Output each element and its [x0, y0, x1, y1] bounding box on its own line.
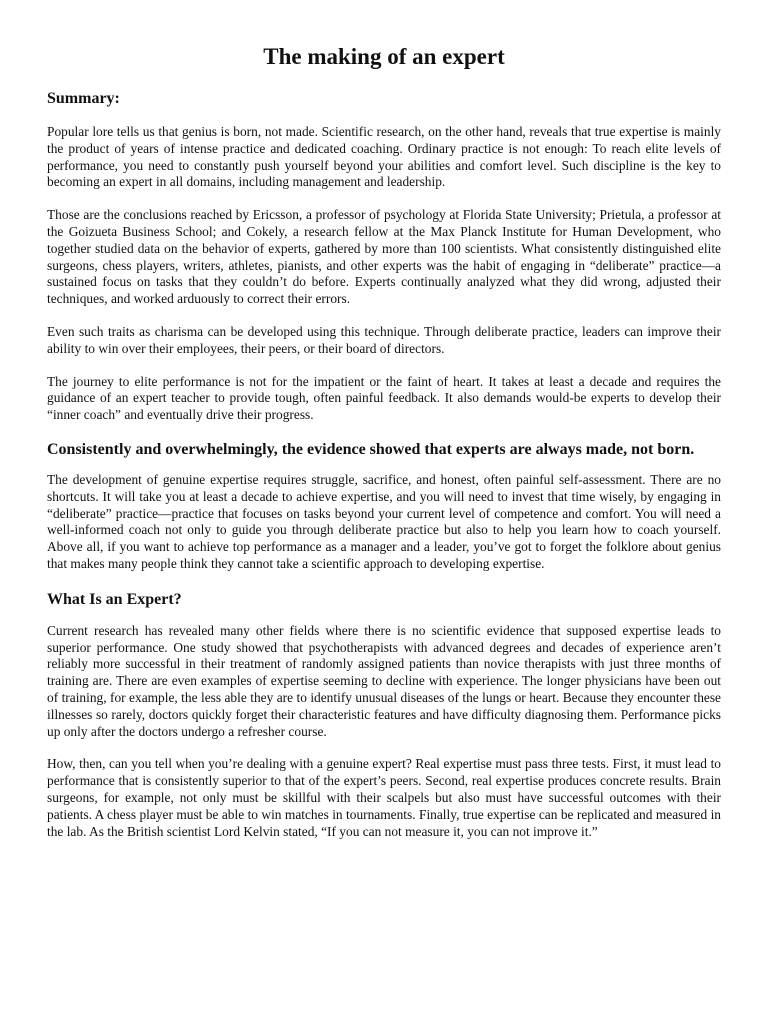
summary-paragraph-4: The journey to elite performance is not for the impatient or the faint of heart. It takes at least a decade and requires the guidance of an expert teacher to provide tough, often painful feedback. It also demands would-be experts to develop their “inner coach” and eventually drive their progress. [47, 373, 721, 423]
summary-paragraph-1: Popular lore tells us that genius is born, not made. Scientific research, on the other hand, reveals that true expertise is mainly the product of years of intense practice and dedicated coaching. Ordinary practice is not enough: To reach elite levels of performance, you need to constantly push yourself beyond your abilities and comfort level. Such discipline is the key to becoming an expert in all domains, including management and leadership. [47, 124, 721, 190]
summary-heading: Summary: [47, 90, 120, 107]
summary-paragraph-2: Those are the conclusions reached by Ericsson, a professor of psychology at Florida State University; Prietula, a professor at the Goizueta Business School; and Cokely, a research fellow at the Max Planck Institute for Human Development, who together studied data on the behavior of experts, gathered by more than 100 scientists. What consistently distinguished elite surgeons, chess players, writers, athletes, pianists, and other experts was the habit of engaging in “deliberate” practice—a sustained focus on tasks that they couldn’t do before. Experts continually analyzed what they did wrong, adjusted their techniques, and worked arduously to correct their errors. [47, 207, 721, 307]
document-title: The making of an expert [263, 44, 505, 69]
pull-quote: Consistently and overwhelmingly, the evidence showed that experts are always made, not born. [47, 440, 695, 458]
section-heading-what-is-an-expert: What Is an Expert? [47, 590, 182, 608]
development-paragraph: The development of genuine expertise requires struggle, sacrifice, and honest, often painful self-assessment. There are no shortcuts. It will take you at least a decade to achieve expertise, and you will need to invest that time wisely, by engaging in “deliberate” practice—practice that focuses on tasks beyond your current level of competence and comfort. You will need a well-informed coach not only to guide you through deliberate practice but also to help you learn how to coach yourself. Above all, if you want to achieve top performance as a manager and a leader, you’ve got to forget the folklore about genius that makes many people think they cannot take a scientific approach to developing expertise. [47, 471, 721, 571]
section-paragraph-2: How, then, can you tell when you’re dealing with a genuine expert? Real expertise must pass three tests. First, it must lead to performance that is consistently superior to that of the expert’s peers. Second, real expertise produces concrete results. Brain surgeons, for example, not only must be skillful with their scalpels but also must have successful outcomes with their patients. A chess player must be able to win matches in tournaments. Finally, true expertise can be replicated and measured in the lab. As the British scientist Lord Kelvin stated, “If you can not measure it, you can not improve it.” [47, 756, 721, 839]
summary-paragraph-3: Even such traits as charisma can be developed using this technique. Through deliberate practice, leaders can improve their ability to win over their employees, their peers, or their board of directors. [47, 323, 721, 356]
section-paragraph-1: Current research has revealed many other fields where there is no scientific evidence that supposed expertise leads to superior performance. One study showed that psychotherapists with advanced degrees and decades of experience aren’t reliably more successful in their treatment of randomly assigned patients than novice therapists with just three months of training are. There are even examples of expertise seeming to decline with experience. The longer physicians have been out of training, for example, the less able they are to identify unusual diseases of the lungs or heart. Because they encounter these illnesses so rarely, doctors quickly forget their characteristic features and have difficulty diagnosing them. Performance picks up only after the doctors undergo a refresher course. [47, 622, 721, 739]
